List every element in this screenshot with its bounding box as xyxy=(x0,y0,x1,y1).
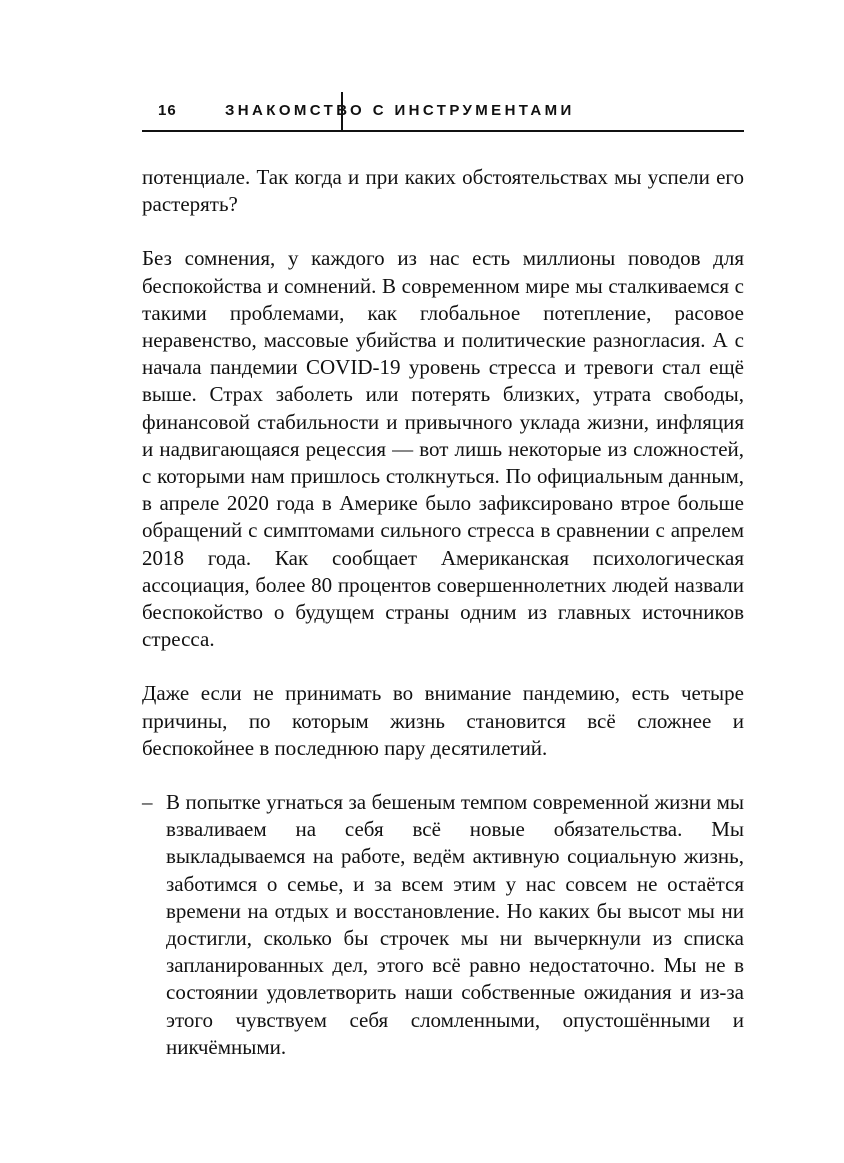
page-number: 16 xyxy=(158,102,177,119)
reasons-list xyxy=(142,789,744,1061)
list-item-text: В попытке угнаться за бешеным темпом современной жизни мы взваливаем на себя всё новые обязательства. Мы выкладываемся на работе, ведём активную социальную жизнь, заботимся о семье, и за всем этим у нас совсем не остаётся времени на отдых и восстановление. Но каких бы высот мы ни достигли, сколько бы строчек мы ни вычеркнули из списка запланированных дел, этого всё равно недостаточно. Мы не в состоянии удовлетворить наши собственные ожидания и из-за этого чувствуем себя сломленными, опустошёнными и никчёмными. xyxy=(166,790,744,1059)
list-item xyxy=(142,789,744,1061)
paragraph-continuation: потенциале. Так когда и при каких обстоятельствах мы успели его растерять? xyxy=(142,165,744,217)
paragraph-four-reasons: Даже если не принимать во внимание пандемию, есть четыре причины, по которым жизнь становится всё сложнее и беспокойнее в последнюю пару десятилетий. xyxy=(142,681,744,760)
running-header xyxy=(142,92,744,132)
chapter-title: ЗНАКОМСТВО С ИНСТРУМЕНТАМИ xyxy=(225,102,575,119)
list-dash-marker: – xyxy=(142,790,153,815)
paragraph-stress-causes: Без сомнения, у каждого из нас есть миллионы поводов для беспокойства и сомнений. В современном мире мы сталкиваемся с такими проблемами, как глобальное потепление, расовое неравенство, массовые убийства и политические разногласия. А с начала пандемии COVID-19 уровень стресса и тревоги стал ещё выше. Страх заболеть или потерять близких, утрата свободы, финансовой стабильности и привычного уклада жизни, инфляция и надвигающаяся рецессия — вот лишь некоторые из сложностей, с которыми нам пришлось столкнуться. По официальным данным, в апреле 2020 года в Америке было зафиксировано втрое больше обращений с симптомами сильного стресса в сравнении с апрелем 2018 года. Как сообщает Американская психологическая ассоциация, более 80 процентов совершеннолетних людей назвали беспокойство о будущем страны одним из главных источников стресса. xyxy=(142,246,744,652)
page-body xyxy=(142,164,744,1061)
